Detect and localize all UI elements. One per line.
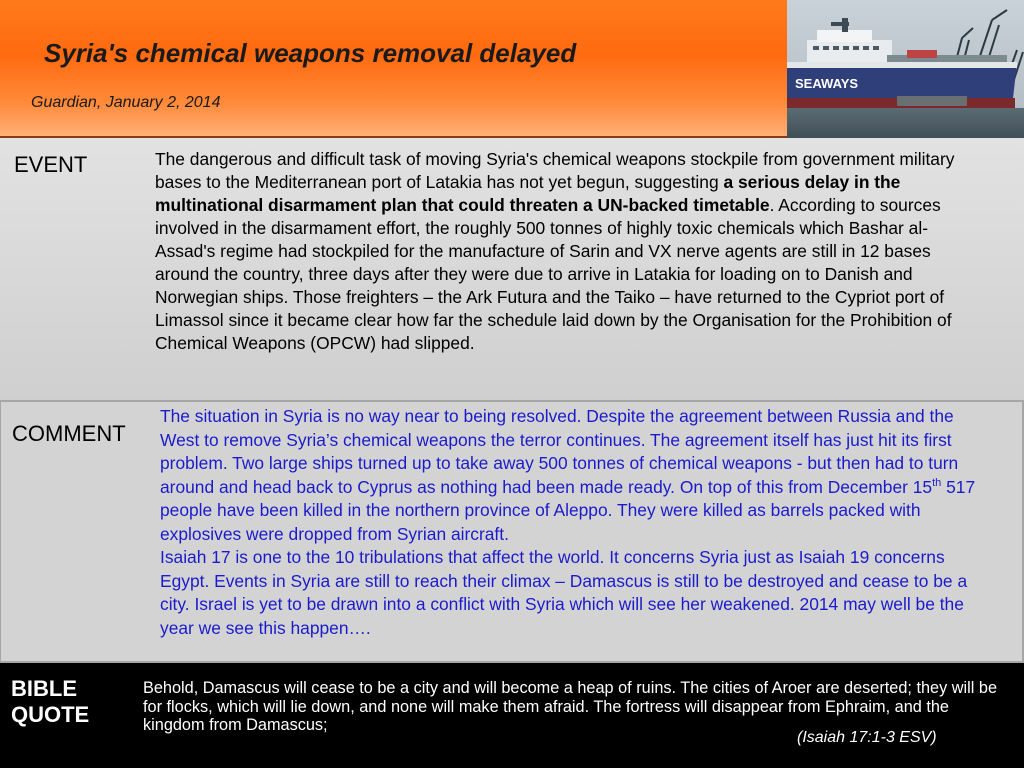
bible-label-line-1: BIBLE xyxy=(11,676,77,701)
event-label: EVENT xyxy=(14,152,88,177)
comment-paragraph-1 xyxy=(160,405,990,546)
event-body xyxy=(155,148,985,355)
bible-quote-label xyxy=(11,676,131,728)
comment-body xyxy=(160,405,990,640)
bible-label-line-2: QUOTE xyxy=(11,702,90,727)
bible-quote-text: Behold, Damascus will cease to be a city and will become a heap of ruins. The cities of Aroer are deserted; they will be for flocks, which will lie down, and none will make them afraid. The fortress will disappear from Ephraim, and the kingdom from Damascus; xyxy=(143,679,998,734)
comment-p1-text-rest: 517 people have been killed in the northern province of Aleppo. They were killed as barrels packed with explosives were dropped from Syrian aircraft. xyxy=(160,476,976,544)
cargo-ship-photo xyxy=(787,0,1024,143)
ordinal-suffix: th xyxy=(932,476,942,489)
comment-label: COMMENT xyxy=(12,421,126,446)
ship-illustration xyxy=(787,0,1024,143)
page-title: Syria's chemical weapons removal delayed xyxy=(44,38,577,68)
event-text-intro: The dangerous and difficult task of moving Syria's chemical weapons stockpile from government military bases to the Mediterranean port of Latakia has not yet begun, suggesting xyxy=(155,149,955,192)
source-date: Guardian, January 2, 2014 xyxy=(31,94,221,111)
ship-hull-text: SEAWAYS xyxy=(795,76,859,91)
event-text-rest: . According to sources involved in the disarmament effort, the roughly 500 tonnes of highly toxic chemicals which Bashar al-Assad's regime had stockpiled for the manufacture of Sarin and VX nerve agents are still in 12 bases around the country, three days after they were due to arrive in Latakia for loading on to Danish and Norwegian ships. Those freighters – the Ark Futura and the Taiko – have returned to the Cypriot port of Limassol since it became clear how far the schedule laid down by the Organisation for the Prohibition of Chemical Weapons (OPCW) had slipped. xyxy=(155,195,952,353)
event-text-highlight: a serious delay in the multinational disarmament plan that could threaten a UN-backed timetable xyxy=(155,172,901,215)
comment-p1-text: The situation in Syria is no way near to being resolved. Despite the agreement between Russia and the West to remove Syria’s chemical weapons the terror continues. The agreement itself has just hit its first problem. Two large ships turned up to take away 500 tonnes of chemical weapons - but then had to turn around and head back to Cyprus as nothing had been made ready. On top of this from December 15 xyxy=(160,406,959,497)
comment-paragraph-2: Isaiah 17 is one to the 10 tribulations that affect the world. It concerns Syria just as Isaiah 19 concerns Egypt. Events in Syria are still to reach their climax – Damascus is still to be destroyed and cease to be a city. Israel is yet to be drawn into a conflict with Syria which will see her weakened. 2014 may well be the year we see this happen…. xyxy=(160,547,968,638)
bible-reference: (Isaiah 17:1-3 ESV) xyxy=(797,729,937,746)
